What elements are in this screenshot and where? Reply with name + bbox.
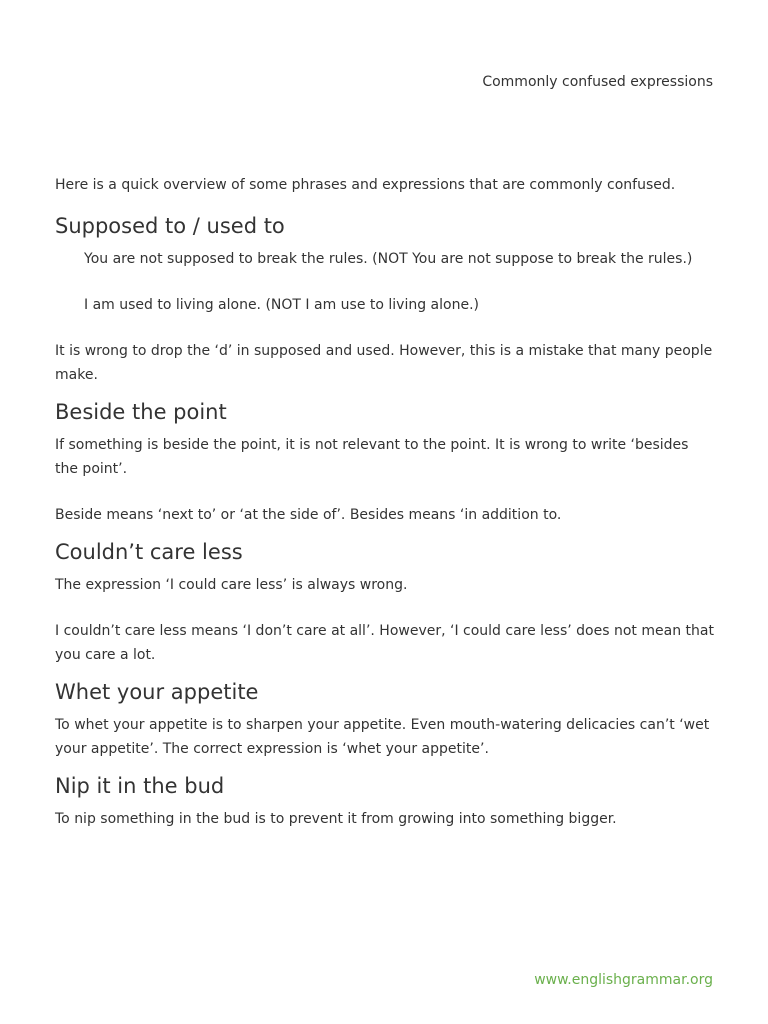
section-paragraph: To whet your appetite is to sharpen your appetite. Even mouth-watering delicacies can’t ‘wet your appetite’. The correct expression is ‘whet your appetite’. [55,717,710,757]
section-heading-beside-point: Beside the point [55,400,227,424]
section-paragraph: It is wrong to drop the ‘d’ in supposed and used. However, this is a mistake that many people make. [55,343,713,383]
section-paragraph: If something is beside the point, it is not relevant to the point. It is wrong to write ‘besides the point’. [55,437,689,477]
section-paragraph: The expression ‘I could care less’ is always wrong. [55,577,408,593]
section-paragraph: Beside means ‘next to’ or ‘at the side of’. Besides means ‘in addition to. [55,507,562,523]
example-sentence: You are not supposed to break the rules. (NOT You are not suppose to break the rules.) [84,251,693,267]
section-paragraph: I couldn’t care less means ‘I don’t care at all’. However, ‘I could care less’ does not mean that you care a lot. [55,623,714,663]
section-heading-nip-bud: Nip it in the bud [55,774,225,798]
document-body [55,173,715,831]
document-title: Commonly confused expressions [482,74,713,90]
example-sentence: I am used to living alone. (NOT I am use to living alone.) [84,297,479,313]
website-link[interactable]: www.englishgrammar.org [534,972,713,988]
section-heading-supposed-used: Supposed to / used to [55,214,285,238]
intro-paragraph: Here is a quick overview of some phrases and expressions that are commonly confused. [55,177,676,193]
section-paragraph: To nip something in the bud is to prevent it from growing into something bigger. [55,811,617,827]
section-heading-whet-appetite: Whet your appetite [55,680,259,704]
section-heading-couldnt-care-less: Couldn’t care less [55,540,243,564]
